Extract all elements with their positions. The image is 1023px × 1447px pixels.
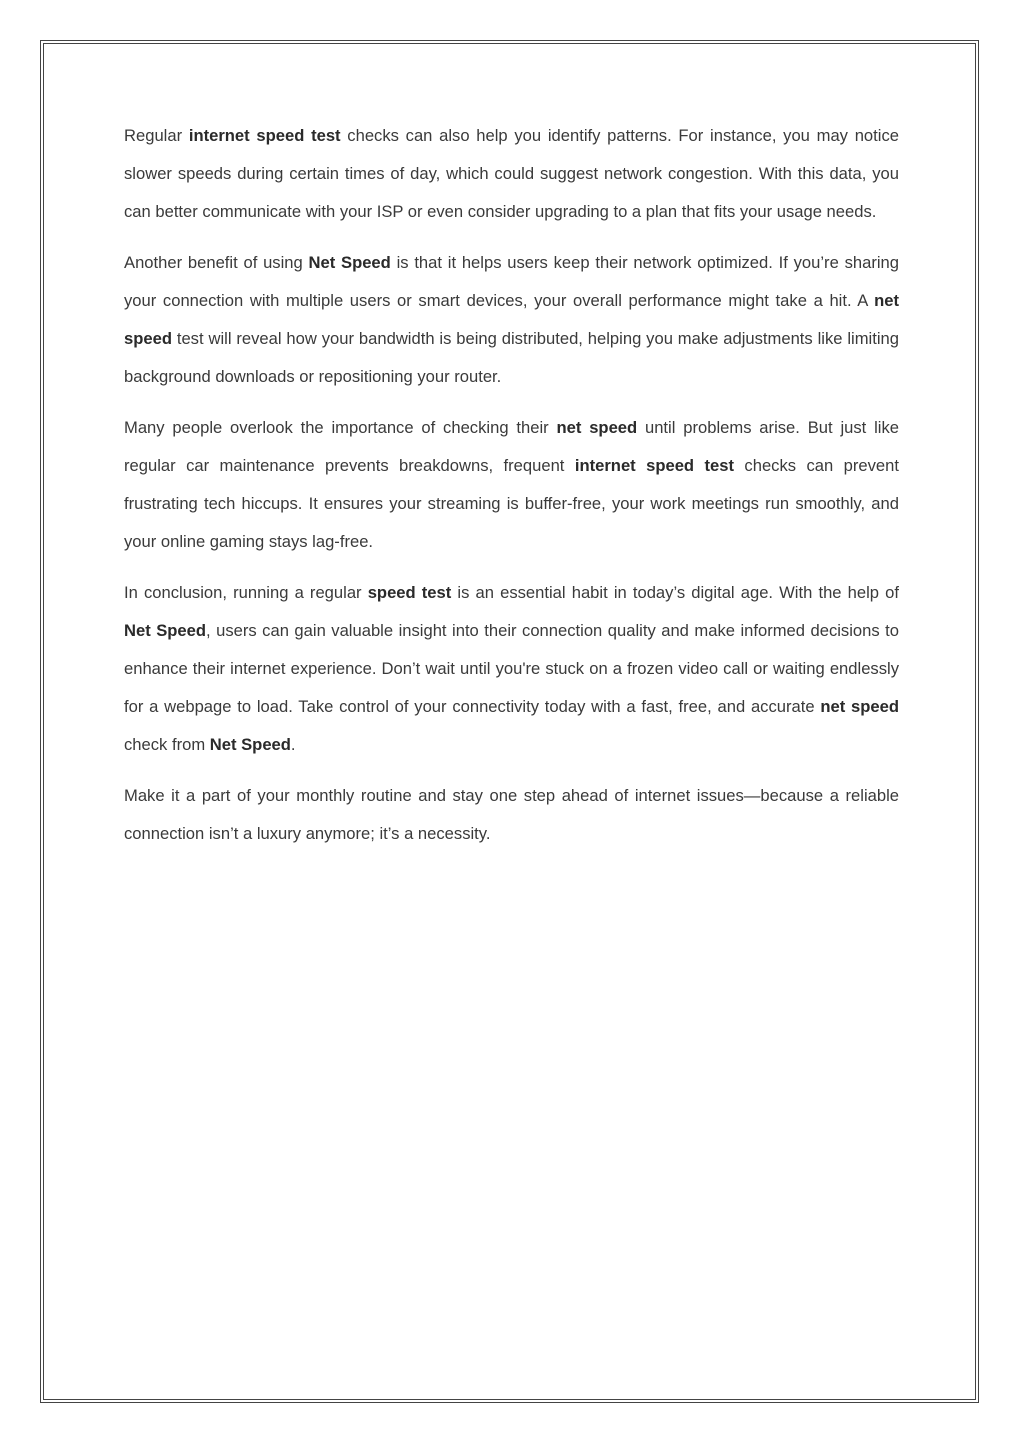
text-span: , users can gain valuable insight into their connection quality and make informed decisions to enhance their internet experience. Don’t wait until you're stuck on a frozen video call or waiting endlessly for a webpage to load. Take control of your connectivity today with a fast, free, and accurate — [124, 621, 899, 716]
bold-keyword: net speed — [124, 291, 899, 348]
text-span: test will reveal how your bandwidth is being distributed, helping you make adjustments like limiting background downloads or repositioning your router. — [124, 329, 899, 386]
text-span: In conclusion, running a regular — [124, 583, 368, 602]
bold-keyword: Net Speed — [209, 735, 291, 754]
bold-keyword: net speed — [556, 418, 638, 437]
bold-keyword: Net Speed — [308, 253, 391, 272]
bold-keyword: internet speed test — [574, 456, 734, 475]
text-span: Regular — [124, 126, 189, 145]
paragraph — [124, 244, 899, 396]
paragraph — [124, 409, 899, 561]
text-span: is that it helps users keep their network optimized. If you’re sharing your connection with multiple users or smart devices, your overall performance might take a hit. A — [124, 253, 899, 310]
bold-keyword: net speed — [820, 697, 899, 716]
document-body — [124, 117, 899, 866]
text-span: checks can also help you identify patterns. For instance, you may notice slower speeds during certain times of day, which could suggest network congestion. With this data, you can better communicate with your ISP or even consider upgrading to a plan that fits your usage needs. — [124, 126, 899, 221]
bold-keyword: Net Speed — [124, 621, 207, 640]
text-span: Many people overlook the importance of checking their — [124, 418, 557, 437]
text-span: Another benefit of using — [124, 253, 309, 272]
text-span: checks can prevent frustrating tech hiccups. It ensures your streaming is buffer-free, your work meetings run smoothly, and your online gaming stays lag-free. — [124, 456, 899, 551]
paragraph — [124, 777, 899, 853]
paragraph — [124, 574, 899, 764]
text-span: until problems arise. But just like regular car maintenance prevents breakdowns, frequent — [124, 418, 899, 475]
text-span: check from — [124, 735, 210, 754]
text-span: . — [290, 735, 296, 754]
bold-keyword: internet speed test — [188, 126, 341, 145]
bold-keyword: speed test — [367, 583, 452, 602]
text-span: is an essential habit in today’s digital age. With the help of — [451, 583, 899, 602]
paragraph — [124, 117, 899, 231]
text-span: Make it a part of your monthly routine and stay one step ahead of internet issues—because a reliable connection isn’t a luxury anymore; it’s a necessity. — [124, 786, 899, 843]
